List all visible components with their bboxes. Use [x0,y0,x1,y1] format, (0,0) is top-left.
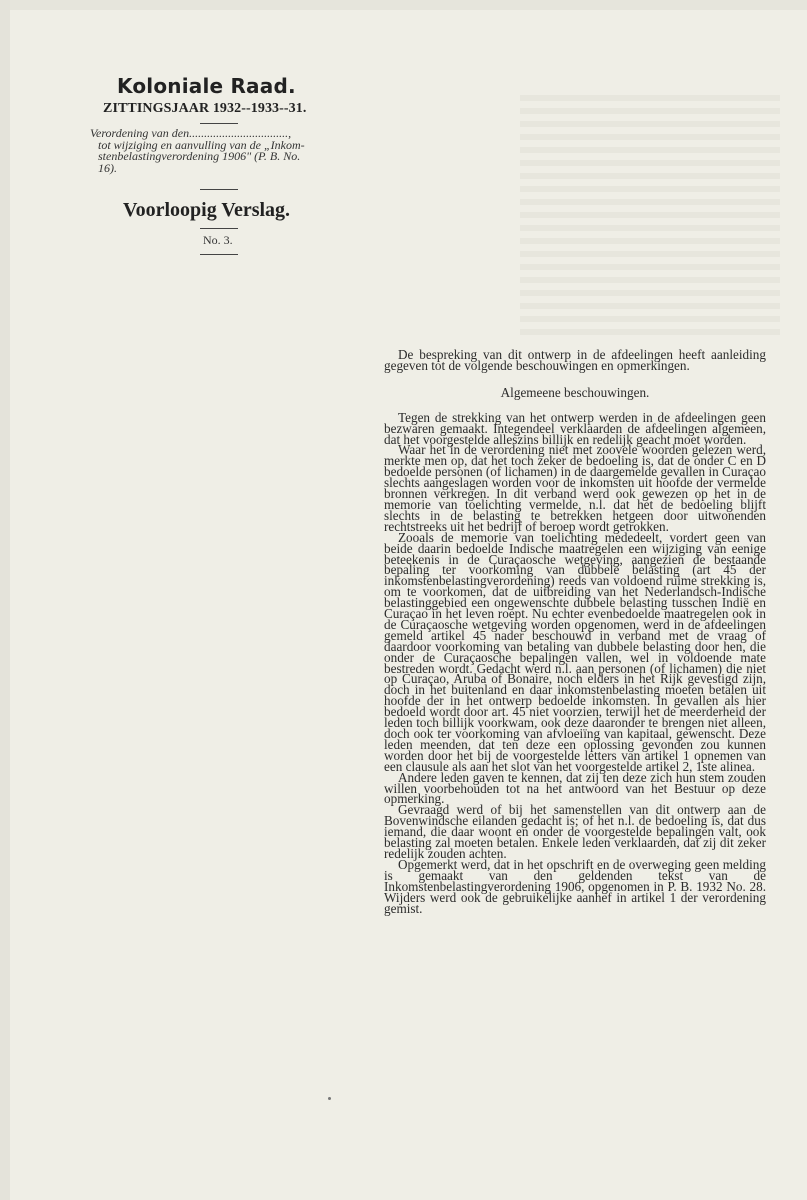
scan-edge-top [0,0,807,10]
council-title: Koloniale Raad. [117,74,296,98]
divider-rule [200,189,238,190]
subject-line: 16). [98,160,117,175]
section-heading: Algemeene beschouwingen. [500,384,650,400]
body-paragraph: Waar het in de verordening niet met zoovele woorden gelezen werd, merkte men op, dat het toch zeker de bedoeling is, dat de onder C en D bedoelde personen (of lichamen) in de daargemelde gevallen in Curaçao slechts aangeslagen worden voor de inkomsten uit hoofde der vermelde bronnen verkregen. In dit verband werd ook gewezen op het in de memorie van toelichting vermelde, n.l. dat het de bedoeling blijft slechts in de belasting te betrekken hetgeen door uitwonenden rechtstreeks uit het bedrijf of beroep wordt getrokken. [384,442,766,534]
show-through-text [520,95,780,335]
divider-rule [200,254,238,255]
report-number: No. 3. [203,233,233,247]
divider-rule [200,123,238,124]
body-paragraph: Opgemerkt werd, dat in het opschrift en de overweging geen melding is gemaakt van den geldenden tekst van de Inkomstenbelastingverordening 1906, opgenomen in P. B. 1932 No. 28. Wijders werd ook de gebruikelijke aanhef in artikel 1 der verordening gemist. [384,856,766,916]
session-year: ZITTINGSJAAR 1932--1933--31. [103,101,307,116]
body-paragraph: Tegen de strekking van het ontwerp werden in de afdeelingen geen bezwaren gemaakt. Integendeel verklaarden de afdeelingen algemeen, dat het voorgestelde alleszins billijk en redelijk geacht moet worden. [384,409,766,447]
subject-line: tot wijziging en aanvulling van de „Inkom- [98,137,305,152]
report-body [384,347,766,916]
intro-paragraph: De bespreking van dit ontwerp in de afdeelingen heeft aanleiding gegeven tot de volgende beschouwingen en opmerkingen. [384,347,766,373]
subject-line: Verordening van den................................., [90,126,292,140]
subject-line: stenbelastingverordening 1906" (P. B. No. [98,149,301,163]
report-title: Voorloopig Verslag. [123,199,291,221]
body-paragraph: Zooals de memorie van toelichting mededeelt, vordert geen van beide daarin bedoelde Indische maatregelen een wijziging van eenige beteekenis in de Curaçaosche wetgeving, aangezien de bestaande bepaling ter voorkoming van dubbele belasting (art 45 der inkomstenbelastingverordening) reeds van voldoend ruime strekking is, om te voorkomen, dat de uitbreiding van het Nederlandsch-Indische belastinggebied een ongewenschte dubbele belasting tusschen Indië en Curaçao in het leven roept. Nu echter evenbedoelde maatregelen ook in de Curaçaosche wetgeving worden opgenomen, werd in de afdeelingen gemeld artikel 45 nader beschouwd in verband met de vraag of daardoor voorkoming van betaling van dubbele belasting door hen, die onder de Curaçaosche bepalingen vallen, wel in voldoende mate bestreden wordt. Gedacht werd n.l. aan personen (of lichamen) die niet op Curaçao, Aruba of Bonaire, noch elders in het Rijk gevestigd zijn, doch in het buitenland en daar inkomstenbelasting moeten betalen uit hoofde der in het ontwerp bedoelde inkomsten. In gevallen als hier bedoeld wordt door art. 45 niet voorzien, terwijl het de meerderheid der leden toch billijk voorkwam, ook deze daaronder te brengen niet alleen, doch ook ter voorkoming van afvloeiïng van kapitaal, gewenscht. Deze leden meenden, dat ten deze een oplossing gevonden zou kunnen worden door het bij de voorgestelde letters van artikel 1 opnemen van een clausule als aan het slot van het voorgestelde artikel 2, 1ste alinea. [384,529,766,774]
body-paragraph: Gevraagd werd of bij het samenstellen van dit ontwerp aan de Bovenwindsche eilanden gedacht is; of het n.l. de bedoeling is, dat dus iemand, die daar woont en onder de voorgestelde bepalingen valt, ook belasting zal moeten betalen. Enkele leden verklaarden, dat zij dit zeker redelijk zouden achten. [384,802,766,861]
divider-rule [200,228,238,229]
ordinance-subject [90,128,370,174]
speck [328,1097,331,1100]
scan-edge-left [0,0,10,1200]
body-paragraph: Andere leden gaven te kennen, dat zij ten deze zich hun stem zouden willen voorbehouden tot na het antwoord van het Bestuur op deze opmerking. [384,769,766,807]
